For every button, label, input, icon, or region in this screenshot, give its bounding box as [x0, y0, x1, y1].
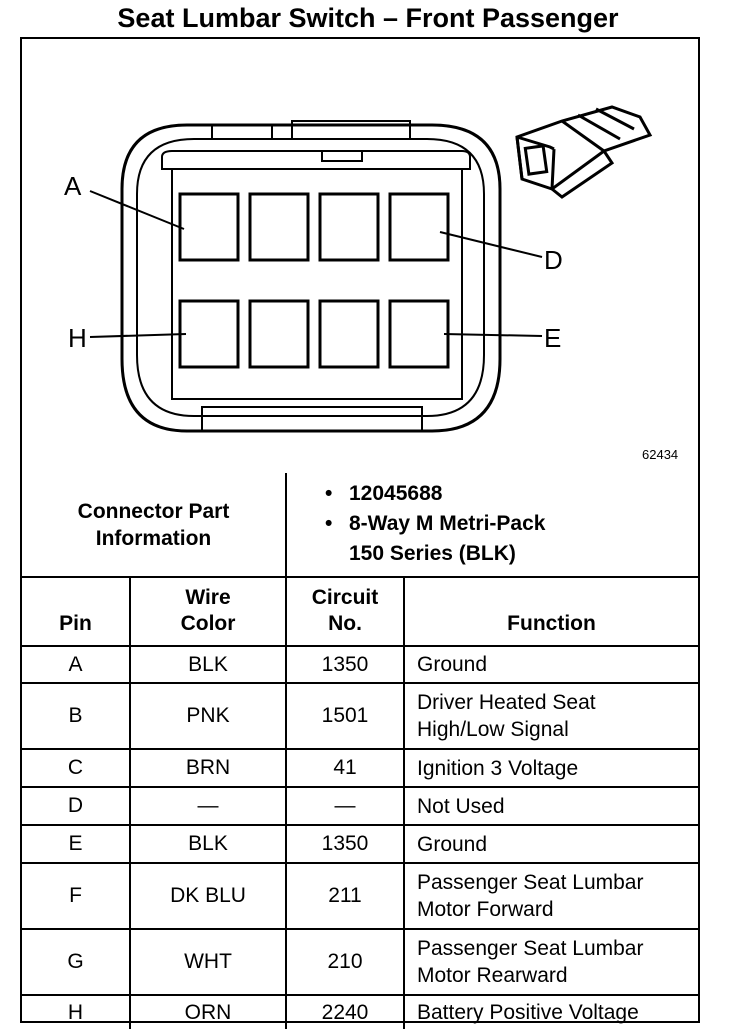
- function-cell: Driver Heated Seat High/Low Signal: [404, 683, 698, 749]
- wire-color-cell: WHT: [130, 929, 286, 995]
- function-cell: Ignition 3 Voltage: [404, 749, 698, 787]
- circuit-cell: 41: [286, 749, 404, 787]
- table-row: [22, 825, 698, 863]
- pin-cell: E: [22, 825, 130, 863]
- connector-diagram: [22, 39, 698, 473]
- circuit-cell: 210: [286, 929, 404, 995]
- header-wire-color: Wire Color: [130, 577, 286, 646]
- function-cell: Battery Positive Voltage: [404, 995, 698, 1029]
- table-row: [22, 646, 698, 683]
- pin-cell: F: [22, 863, 130, 929]
- wire-color-cell: BRN: [130, 749, 286, 787]
- pin-label-a: A: [64, 171, 82, 201]
- pin-cell: B: [22, 683, 130, 749]
- pinout-table: [22, 473, 698, 1029]
- circuit-cell: 1350: [286, 825, 404, 863]
- connector-info-row: [22, 473, 698, 577]
- table-row: [22, 995, 698, 1029]
- wire-color-cell: BLK: [130, 646, 286, 683]
- function-cell: Passenger Seat Lumbar Motor Rearward: [404, 929, 698, 995]
- function-cell: Not Used: [404, 787, 698, 825]
- page-title: Seat Lumbar Switch – Front Passenger: [117, 3, 619, 33]
- function-cell: Ground: [404, 646, 698, 683]
- pin-cell: D: [22, 787, 130, 825]
- header-row: [22, 577, 698, 646]
- wire-color-cell: —: [130, 787, 286, 825]
- connector-type: • 8-Way M Metri-Pack: [325, 509, 698, 539]
- circuit-cell: 2240: [286, 995, 404, 1029]
- pin-cell: H: [22, 995, 130, 1029]
- connector-sheet: [20, 37, 700, 1023]
- wire-color-cell: BLK: [130, 825, 286, 863]
- figure-number: 62434: [642, 447, 679, 462]
- circuit-cell: 1350: [286, 646, 404, 683]
- header-pin: Pin: [22, 577, 130, 646]
- pin-cell: A: [22, 646, 130, 683]
- table-row: [22, 749, 698, 787]
- pin-label-e: E: [544, 323, 562, 353]
- wire-color-cell: DK BLU: [130, 863, 286, 929]
- wire-color-cell: PNK: [130, 683, 286, 749]
- pin-label-d: D: [544, 245, 563, 275]
- header-circuit: Circuit No.: [286, 577, 404, 646]
- connector-series: 150 Series (BLK): [349, 542, 516, 565]
- connector-face-drawing: [22, 39, 698, 473]
- circuit-cell: —: [286, 787, 404, 825]
- function-cell: Passenger Seat Lumbar Motor Forward: [404, 863, 698, 929]
- pin-label-h: H: [68, 323, 87, 353]
- pin-cell: G: [22, 929, 130, 995]
- pin-cell: C: [22, 749, 130, 787]
- function-cell: Ground: [404, 825, 698, 863]
- header-function: Function: [404, 577, 698, 646]
- circuit-cell: 1501: [286, 683, 404, 749]
- part-number: • 12045688: [325, 479, 698, 509]
- table-row: [22, 787, 698, 825]
- table-row: [22, 929, 698, 995]
- table-row: [22, 863, 698, 929]
- circuit-cell: 211: [286, 863, 404, 929]
- wire-color-cell: ORN: [130, 995, 286, 1029]
- connector-info-label: Connector Part Information: [22, 473, 286, 577]
- table-row: [22, 683, 698, 749]
- connector-info-list: [286, 473, 698, 577]
